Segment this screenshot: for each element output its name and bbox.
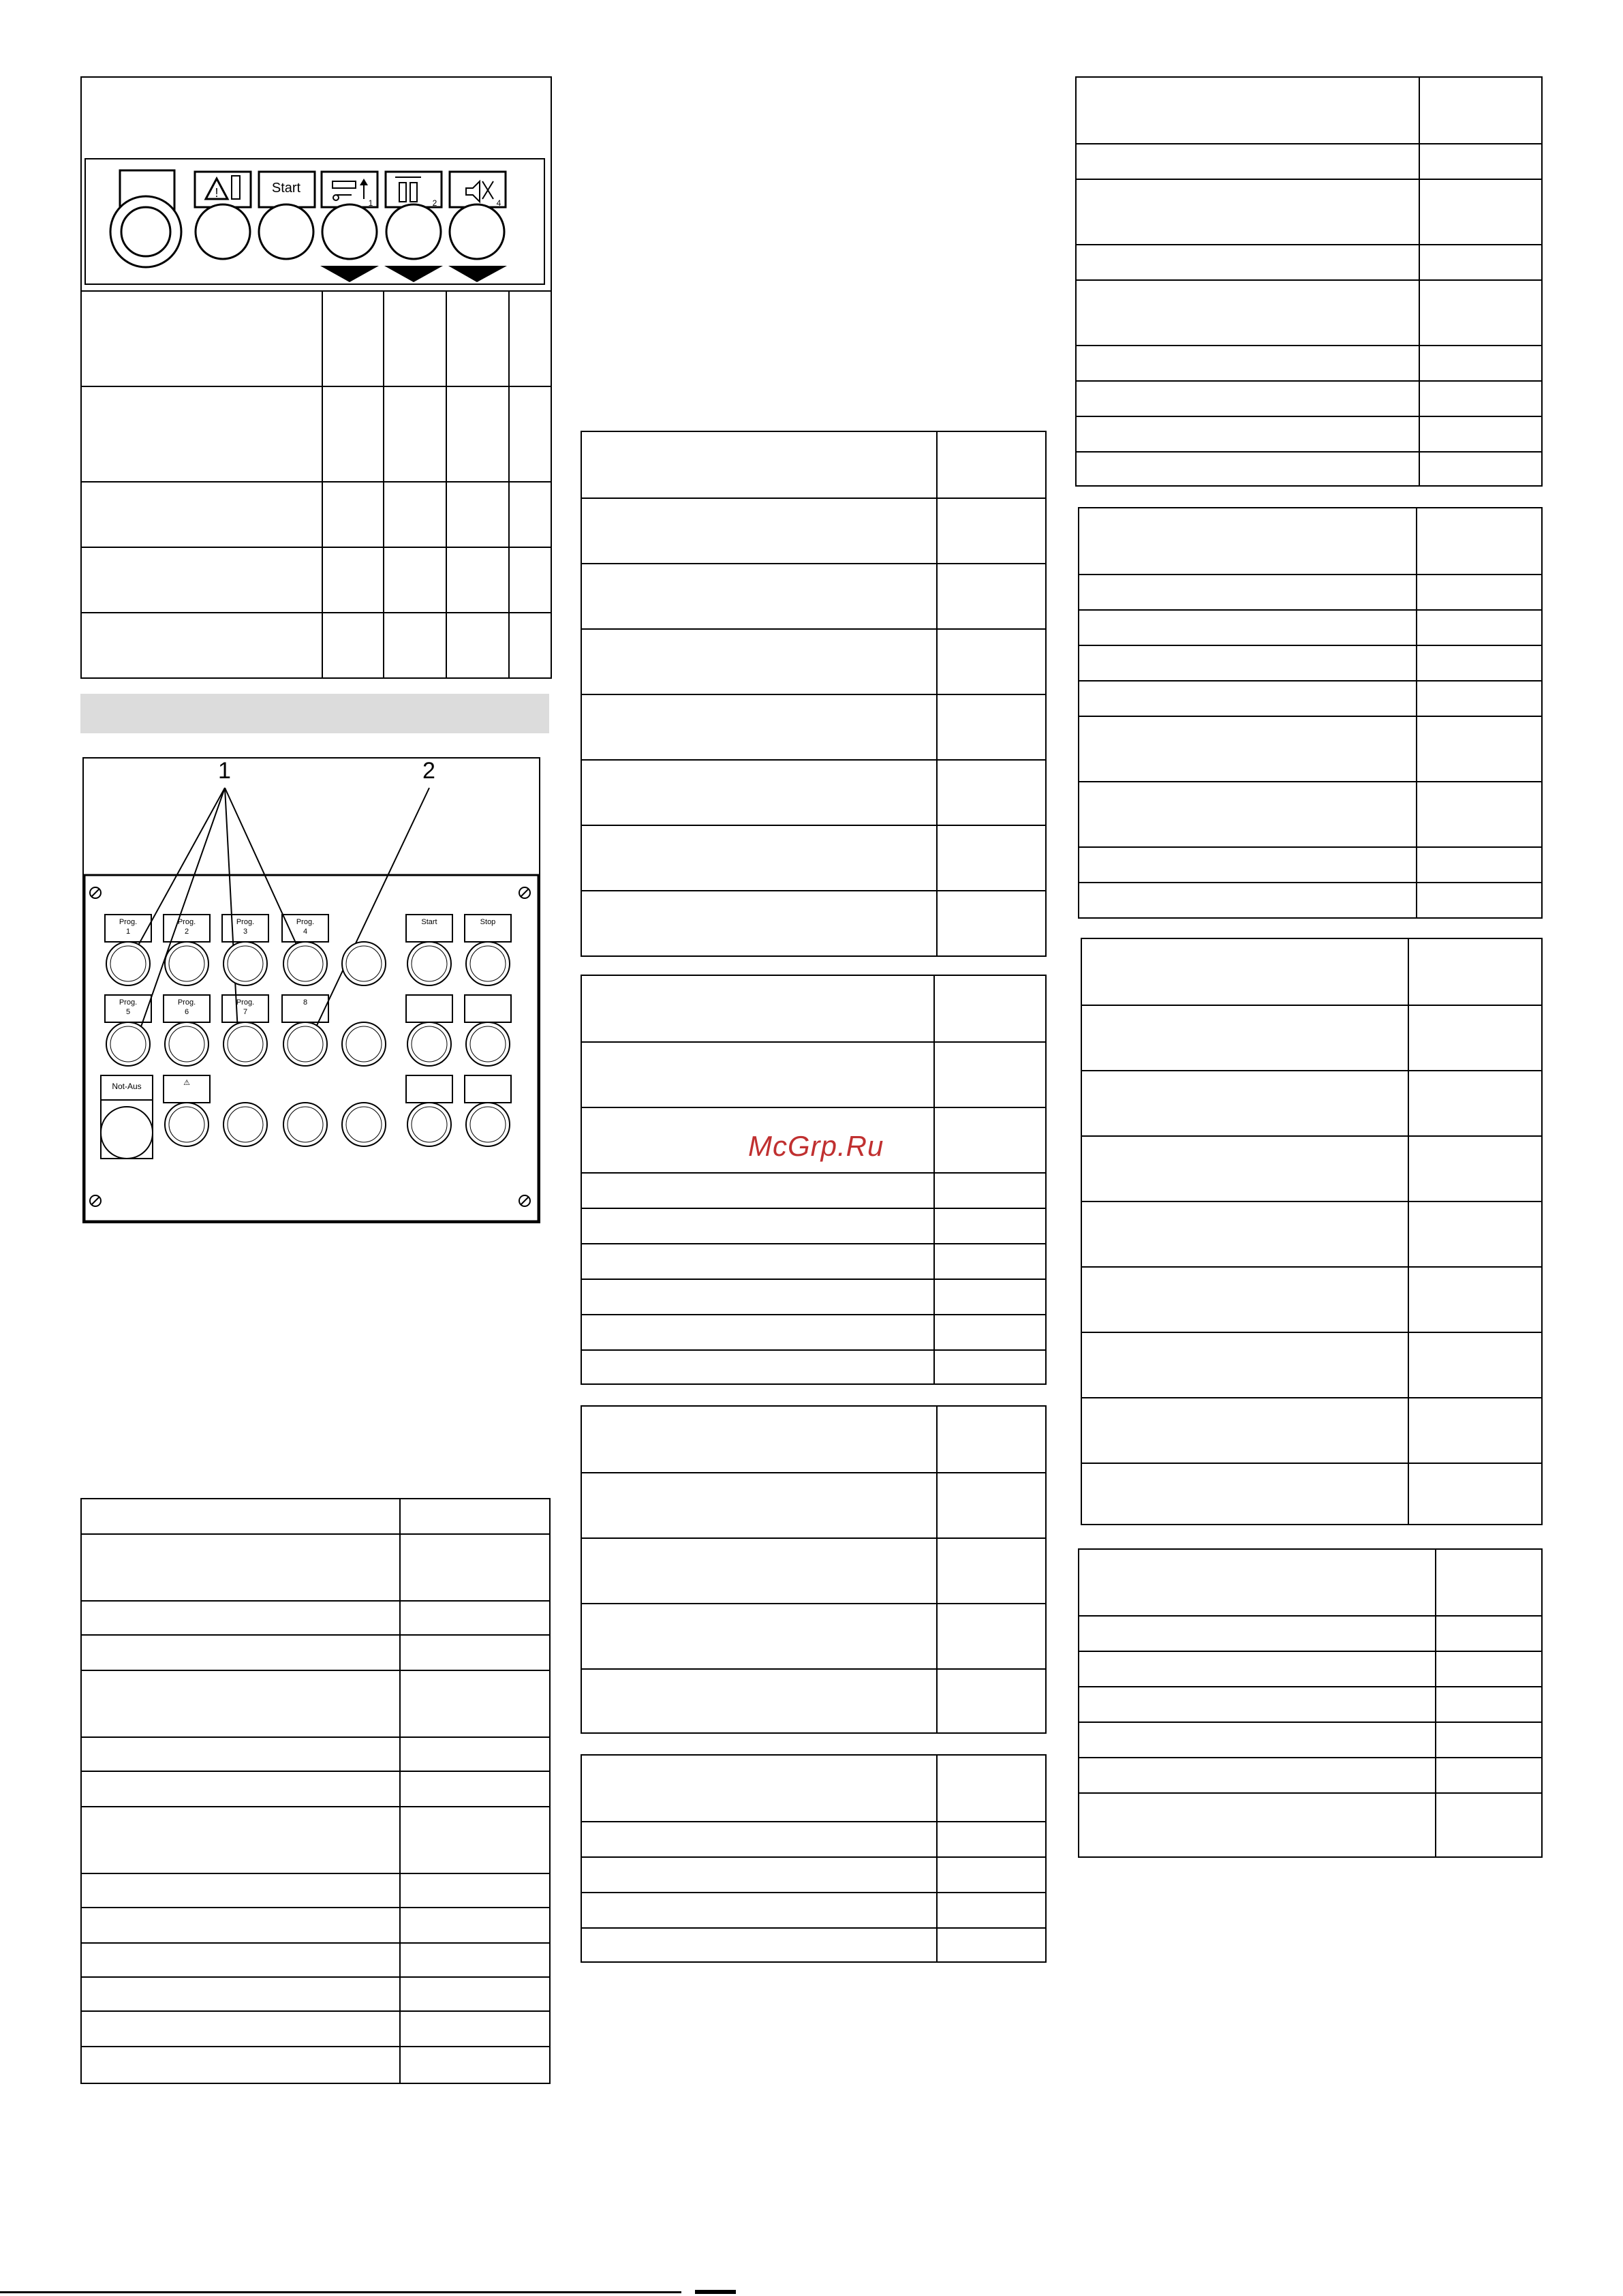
not-aus-label: Not-Aus: [112, 1082, 142, 1091]
prog-label-r1-0-text-0: Prog.: [119, 918, 138, 926]
prog-label-r2-0-text-0: Prog.: [119, 998, 138, 1007]
table-right-3: [1081, 938, 1543, 1525]
prog-button-r2-1: [165, 1022, 208, 1066]
lift-arrow-icon: [333, 181, 356, 188]
prog-label-r1-3-text-1: 4: [303, 928, 308, 936]
svg-text:1: 1: [368, 198, 373, 208]
door-gap-icon: [399, 183, 406, 202]
blank-button-r1: [342, 942, 386, 985]
spread-button: [466, 1103, 510, 1146]
prog-label-r2-1-text-0: Prog.: [177, 998, 196, 1007]
stop-button: [466, 942, 510, 985]
table-right-1: [1075, 76, 1543, 487]
prog-label-r2-0-text-1: 5: [125, 1008, 131, 1016]
table-right-4: [1078, 1548, 1543, 1858]
top-function-4-button: [448, 172, 507, 282]
blank-button-r3-a: [223, 1103, 267, 1146]
prog-label-r2-1-text-1: 6: [184, 1008, 189, 1016]
footer-rule: [0, 2291, 681, 2293]
prog-label-r2-2-text-1: 7: [243, 1008, 248, 1016]
callout-2: 2: [422, 758, 435, 784]
stop-label-text-0: Stop: [480, 918, 496, 926]
blank-button-r3-c: [342, 1103, 386, 1146]
door-button: [466, 1022, 510, 1066]
warning-button: [165, 1103, 208, 1146]
function-table: [80, 290, 552, 679]
prog-button-r2-0: [106, 1022, 150, 1066]
table-left-bottom: [80, 1498, 551, 2084]
prog-button-r1-3: [283, 942, 327, 985]
callout-1: 1: [218, 758, 231, 784]
top-function-1-button: [320, 172, 379, 282]
prog-button-r1-2: [223, 942, 267, 985]
control-panel-figure: [80, 755, 544, 1227]
prog-label-r1-2-text-1: 3: [243, 928, 248, 936]
mute-button: [407, 1103, 451, 1146]
start-label-text-0: Start: [421, 918, 437, 926]
start-button: [407, 942, 451, 985]
prog-button-r1-0: [106, 942, 150, 985]
prog-button-r1-1: [165, 942, 208, 985]
prog-label-r1-2-text-0: Prog.: [236, 918, 255, 926]
blank-button-r3-b: [283, 1103, 327, 1146]
lift-button: [407, 1022, 451, 1066]
prog-label-r1-1-text-1: 2: [184, 928, 189, 936]
table-mid-2: [581, 975, 1047, 1385]
table-mid-4: [581, 1754, 1047, 1963]
section-band: [80, 694, 549, 733]
blank-button-r2: [342, 1022, 386, 1066]
prog-label-r2-2-text-0: Prog.: [236, 998, 255, 1007]
top-emergency-stop: [110, 170, 181, 267]
prog-button-r2-3: [283, 1022, 327, 1066]
svg-text:4: 4: [496, 198, 501, 208]
table-right-2: [1078, 507, 1543, 919]
prog-label-r1-3-text-0: Prog.: [296, 918, 315, 926]
top-panel-illustration: [0, 0, 613, 300]
table-mid-3: [581, 1405, 1047, 1734]
warning-label-text-0: ⚠: [183, 1079, 190, 1087]
warning-triangle-icon: !: [215, 186, 219, 200]
mute-icon: [466, 181, 480, 202]
prog-button-r2-2: [223, 1022, 267, 1066]
top-start-label: Start: [271, 181, 301, 196]
footer-mark: [695, 2290, 736, 2294]
prog-label-r1-1-text-0: Prog.: [177, 918, 196, 926]
table-mid-1: [581, 431, 1047, 957]
prog-label-r1-0-text-1: 1: [125, 928, 131, 936]
prog-label-r2-3-text-0: 8: [303, 998, 308, 1007]
not-aus-button: [101, 1107, 153, 1159]
top-warning-button: [195, 172, 251, 259]
top-function-2-button: [384, 172, 443, 282]
watermark: McGrp.Ru: [748, 1130, 884, 1162]
svg-text:2: 2: [432, 198, 437, 208]
